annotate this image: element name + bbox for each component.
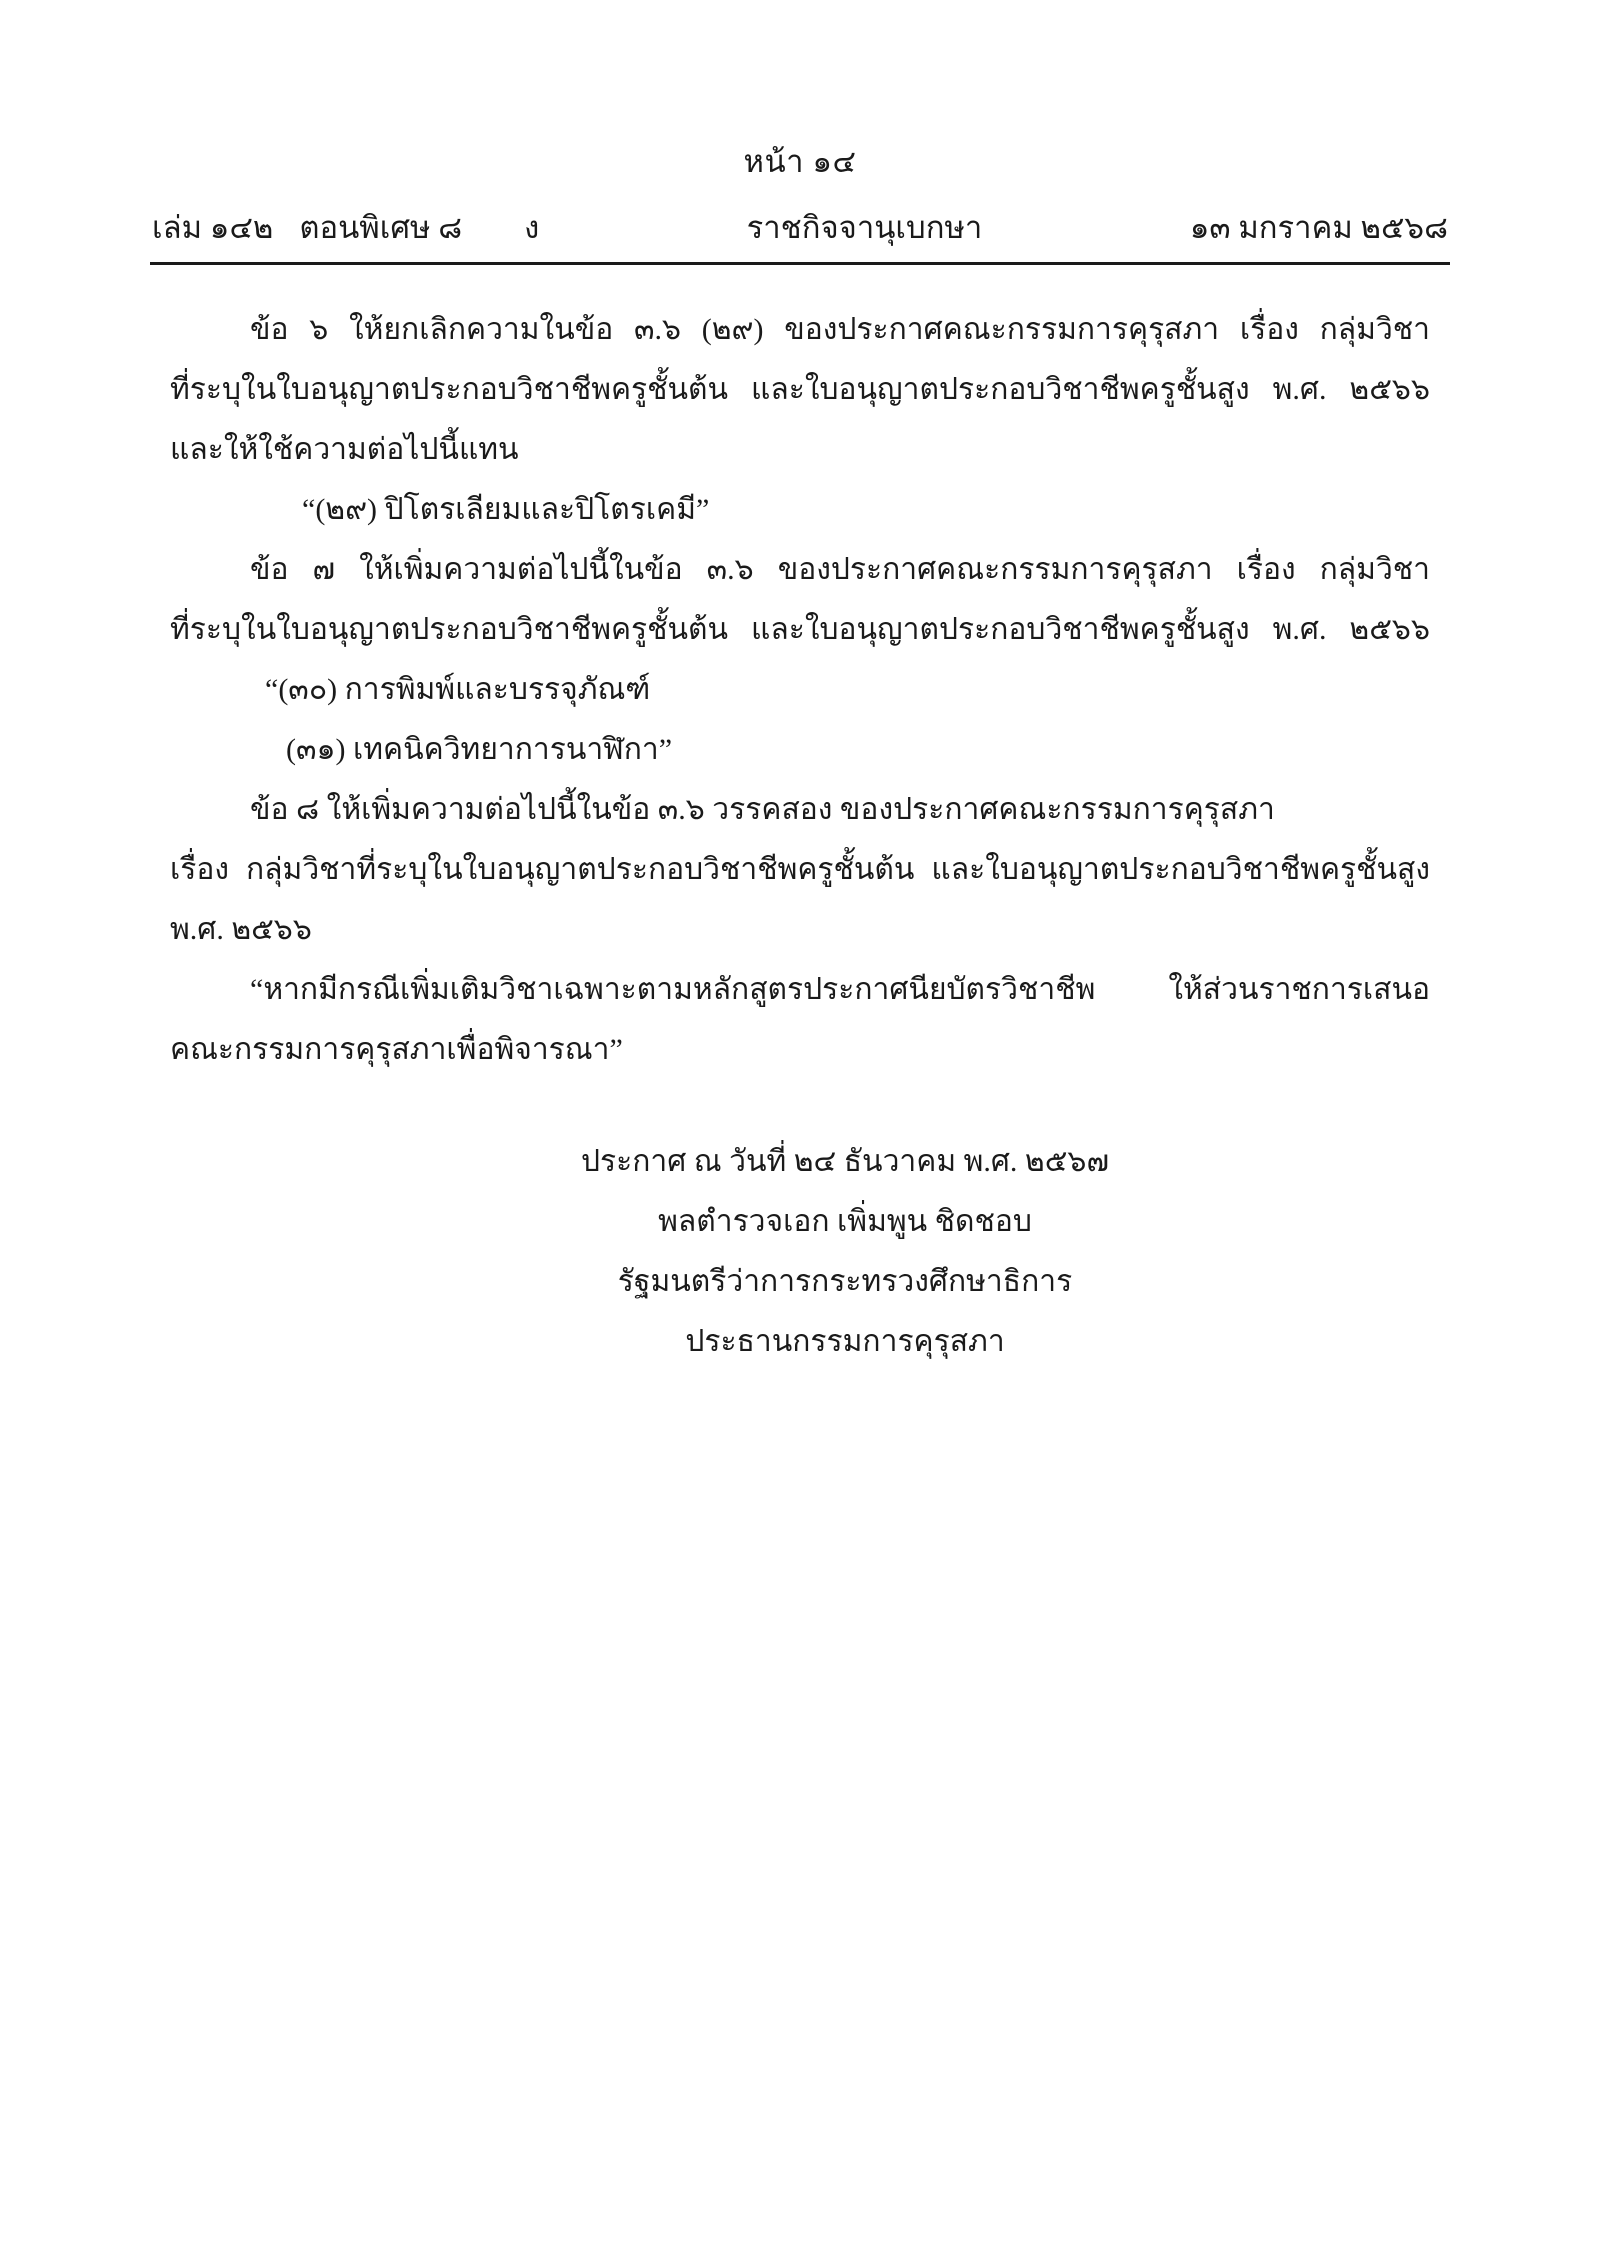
body-line: และให้ใช้ความต่อไปนี้แทน <box>170 433 519 466</box>
body-line-clause-7: ข้อ ๗ ให้เพิ่มความต่อไปนี้ในข้อ ๓.๖ ของประกาศคณะกรรมการคุรุสภา เรื่อง กลุ่มวิชา <box>250 553 1430 586</box>
body-line: พ.ศ. ๒๕๖๖ <box>170 913 312 946</box>
body-line: เรื่อง กลุ่มวิชาที่ระบุในใบอนุญาตประกอบวิชาชีพครูชั้นต้น และใบอนุญาตประกอบวิชาชีพครูชั้นสูง <box>170 853 1430 886</box>
signature-block <box>170 1132 1430 1372</box>
special-issue-label: ตอนพิเศษ ๘ <box>299 210 463 245</box>
body-line-item-31: (๓๑) เทคนิควิทยาการนาฬิกา” <box>286 733 673 766</box>
body-line: ที่ระบุในใบอนุญาตประกอบวิชาชีพครูชั้นต้น และใบอนุญาตประกอบวิชาชีพครูชั้นสูง พ.ศ. ๒๕๖๖ <box>170 613 1430 646</box>
section-letter: ง <box>524 210 540 245</box>
signer-title-minister: รัฐมนตรีว่าการกระทรวงศึกษาธิการ <box>617 1265 1073 1298</box>
page-number: หน้า ๑๔ <box>743 144 857 179</box>
publication-date: ๑๓ มกราคม ๒๕๖๘ <box>1189 210 1448 245</box>
body-line-clause-8: ข้อ ๘ ให้เพิ่มความต่อไปนี้ในข้อ ๓.๖ วรรคสอง ของประกาศคณะกรรมการคุรุสภา <box>250 793 1275 826</box>
body-line: ที่ระบุในใบอนุญาตประกอบวิชาชีพครูชั้นต้น และใบอนุญาตประกอบวิชาชีพครูชั้นสูง พ.ศ. ๒๕๖๖ <box>170 373 1430 406</box>
volume-info <box>152 204 539 252</box>
body-line: คณะกรรมการคุรุสภาเพื่อพิจารณา” <box>170 1033 623 1066</box>
signer-name: พลตำรวจเอก เพิ่มพูน ชิดชอบ <box>658 1205 1032 1238</box>
body-line-clause-6: ข้อ ๖ ให้ยกเลิกความในข้อ ๓.๖ (๒๙) ของประกาศคณะกรรมการคุรุสภา เรื่อง กลุ่มวิชา <box>250 313 1430 346</box>
signer-title-chairman: ประธานกรรมการคุรุสภา <box>685 1325 1005 1358</box>
volume-label: เล่ม ๑๔๒ <box>152 210 274 245</box>
header-divider <box>150 262 1450 265</box>
body-line-quoted-proviso: “หากมีกรณีเพิ่มเติมวิชาเฉพาะตามหลักสูตรประกาศนียบัตรวิชาชีพ ให้ส่วนราชการเสนอ <box>250 973 1430 1006</box>
proclamation-date-line: ประกาศ ณ วันที่ ๒๔ ธันวาคม พ.ศ. ๒๕๖๗ <box>580 1145 1110 1178</box>
body-line-item-30: “(๓๐) การพิมพ์และบรรจุภัณฑ์ <box>265 673 651 706</box>
gazette-header-row <box>152 204 1448 252</box>
body-line-item-29: “(๒๙) ปิโตรเลียมและปิโตรเคมี” <box>302 493 710 526</box>
document-body <box>170 300 1430 1080</box>
gazette-title: ราชกิจจานุเบกษา <box>746 210 983 245</box>
